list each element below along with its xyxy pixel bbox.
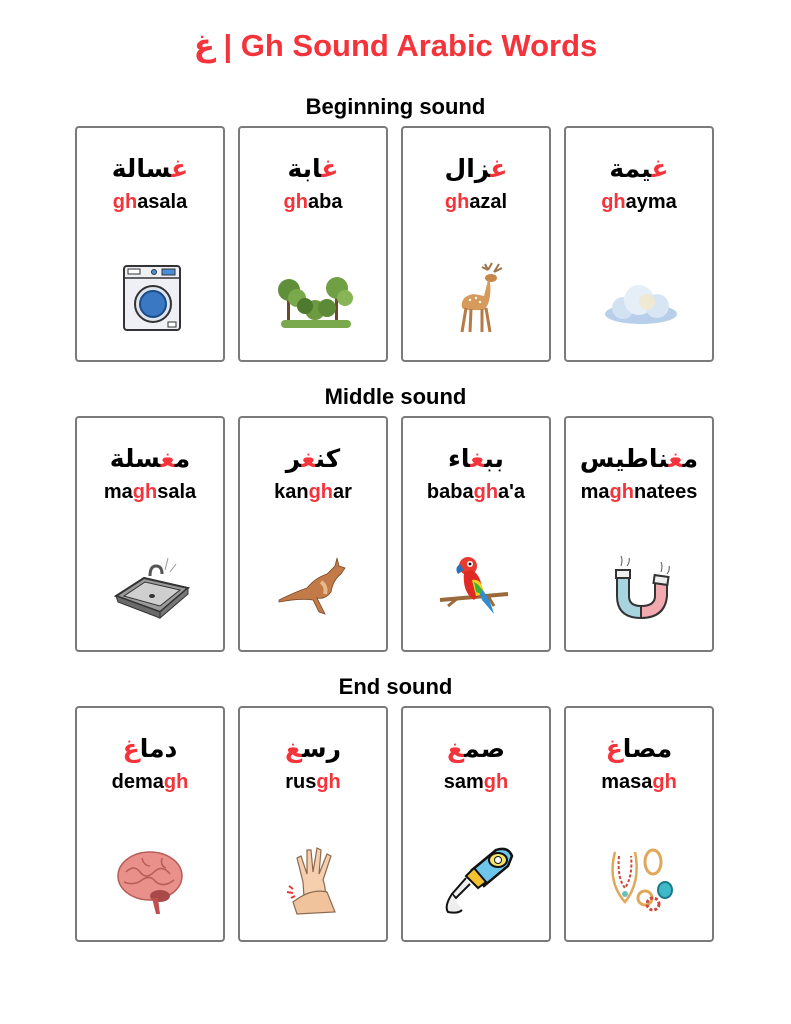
arabic-ghain-letter: غ — [160, 444, 175, 473]
arabic-part: ر — [285, 444, 302, 473]
transliteration — [77, 481, 223, 504]
word-card — [238, 126, 388, 362]
translit-gh: gh — [609, 481, 634, 503]
deer-icon — [438, 262, 518, 337]
translit-gh: gh — [112, 191, 138, 213]
transliteration — [403, 771, 549, 794]
transliteration — [240, 191, 386, 214]
translit-part: asala — [137, 191, 188, 213]
arabic-part: يمة — [609, 154, 652, 183]
arabic-part: سالة — [111, 154, 172, 183]
forest-icon — [275, 262, 355, 337]
arabic-ghain-letter: غ — [447, 734, 465, 763]
translit-part: rus — [285, 771, 317, 793]
translit-part: sala — [157, 481, 197, 503]
arabic-part: مصا — [622, 734, 673, 763]
arabic-word — [77, 444, 223, 473]
translit-part: aba — [307, 191, 343, 213]
glue-icon — [438, 842, 518, 917]
translit-gh: gh — [308, 481, 333, 503]
transliteration — [403, 481, 549, 504]
word-card — [401, 706, 551, 942]
word-card — [75, 416, 225, 652]
translit-gh: gh — [283, 191, 308, 213]
translit-part: sam — [443, 771, 484, 793]
arabic-part: كن — [315, 444, 341, 473]
section-title: Middle sound — [324, 384, 467, 409]
section-title: End sound — [338, 674, 453, 699]
translit-gh: gh — [132, 481, 158, 503]
arabic-ghain-letter: غ — [321, 154, 339, 183]
arabic-part: دما — [139, 734, 178, 763]
translit-gh: gh — [163, 771, 189, 793]
arabic-word — [240, 154, 386, 183]
translit-part: natees — [633, 481, 698, 503]
arabic-ghain-letter: غ — [668, 444, 683, 473]
arabic-part: م — [174, 444, 191, 473]
sink-icon — [112, 552, 192, 627]
translit-gh: gh — [483, 771, 509, 793]
arabic-ghain-letter: غ — [490, 154, 508, 183]
word-card — [564, 126, 714, 362]
arabic-word — [240, 444, 386, 473]
arabic-part: ابة — [287, 154, 322, 183]
parrot-icon — [438, 552, 518, 627]
translit-part: azal — [469, 191, 508, 213]
arabic-word — [403, 734, 549, 763]
arabic-part: اء — [448, 444, 471, 473]
arabic-word — [240, 734, 386, 763]
translit-part: ma — [103, 481, 133, 503]
cloud-icon — [601, 262, 681, 337]
arabic-part: بب — [484, 444, 504, 473]
translit-gh: gh — [601, 191, 626, 213]
translit-part: kan — [274, 481, 309, 503]
transliteration — [566, 481, 712, 504]
arabic-part: سلة — [109, 444, 161, 473]
arabic-word — [403, 154, 549, 183]
translit-part: a'a — [498, 481, 526, 503]
translit-part: masa — [601, 771, 653, 793]
arabic-ghain-letter: غ — [284, 734, 303, 763]
word-card — [564, 706, 714, 942]
translit-gh: gh — [652, 771, 677, 793]
translit-part: ar — [333, 481, 352, 503]
arabic-part: رس — [302, 734, 342, 763]
translit-part: dema — [111, 771, 164, 793]
arabic-ghain-letter: غ — [470, 444, 485, 473]
transliteration — [240, 771, 386, 794]
translit-part: ma — [580, 481, 610, 503]
transliteration — [566, 191, 712, 214]
word-card — [75, 126, 225, 362]
transliteration — [566, 771, 712, 794]
arabic-part: م — [682, 444, 699, 473]
arabic-word — [77, 734, 223, 763]
arabic-part: زال — [444, 154, 491, 183]
arabic-ghain-letter: غ — [605, 734, 623, 763]
arabic-word — [77, 154, 223, 183]
arabic-word — [566, 444, 712, 473]
word-card — [401, 126, 551, 362]
translit-gh: gh — [316, 771, 341, 793]
arabic-ghain-letter: غ — [122, 734, 140, 763]
word-card — [238, 416, 388, 652]
translit-gh: gh — [473, 481, 499, 503]
page-title: غ | Gh Sound Arabic Words — [193, 28, 598, 63]
washing-machine-icon — [112, 262, 192, 337]
arabic-ghain-letter: غ — [301, 444, 316, 473]
arabic-word — [403, 444, 549, 473]
word-card — [238, 706, 388, 942]
word-card — [564, 416, 714, 652]
arabic-part: ناطيس — [579, 444, 669, 473]
translit-part: ayma — [625, 191, 677, 213]
arabic-ghain-letter: غ — [171, 154, 189, 183]
arabic-word — [566, 154, 712, 183]
transliteration — [403, 191, 549, 214]
transliteration — [240, 481, 386, 504]
brain-icon — [112, 842, 192, 917]
arabic-ghain-letter: غ — [651, 154, 669, 183]
transliteration — [77, 191, 223, 214]
wrist-icon — [275, 842, 355, 917]
kangaroo-icon — [275, 552, 355, 627]
word-card — [401, 416, 551, 652]
transliteration — [77, 771, 223, 794]
translit-gh: gh — [444, 191, 470, 213]
magnet-icon — [601, 552, 681, 627]
word-card — [75, 706, 225, 942]
arabic-part: صم — [464, 734, 505, 763]
jewelry-icon — [601, 842, 681, 917]
translit-part: baba — [426, 481, 474, 503]
arabic-word — [566, 734, 712, 763]
section-title: Beginning sound — [305, 94, 486, 119]
